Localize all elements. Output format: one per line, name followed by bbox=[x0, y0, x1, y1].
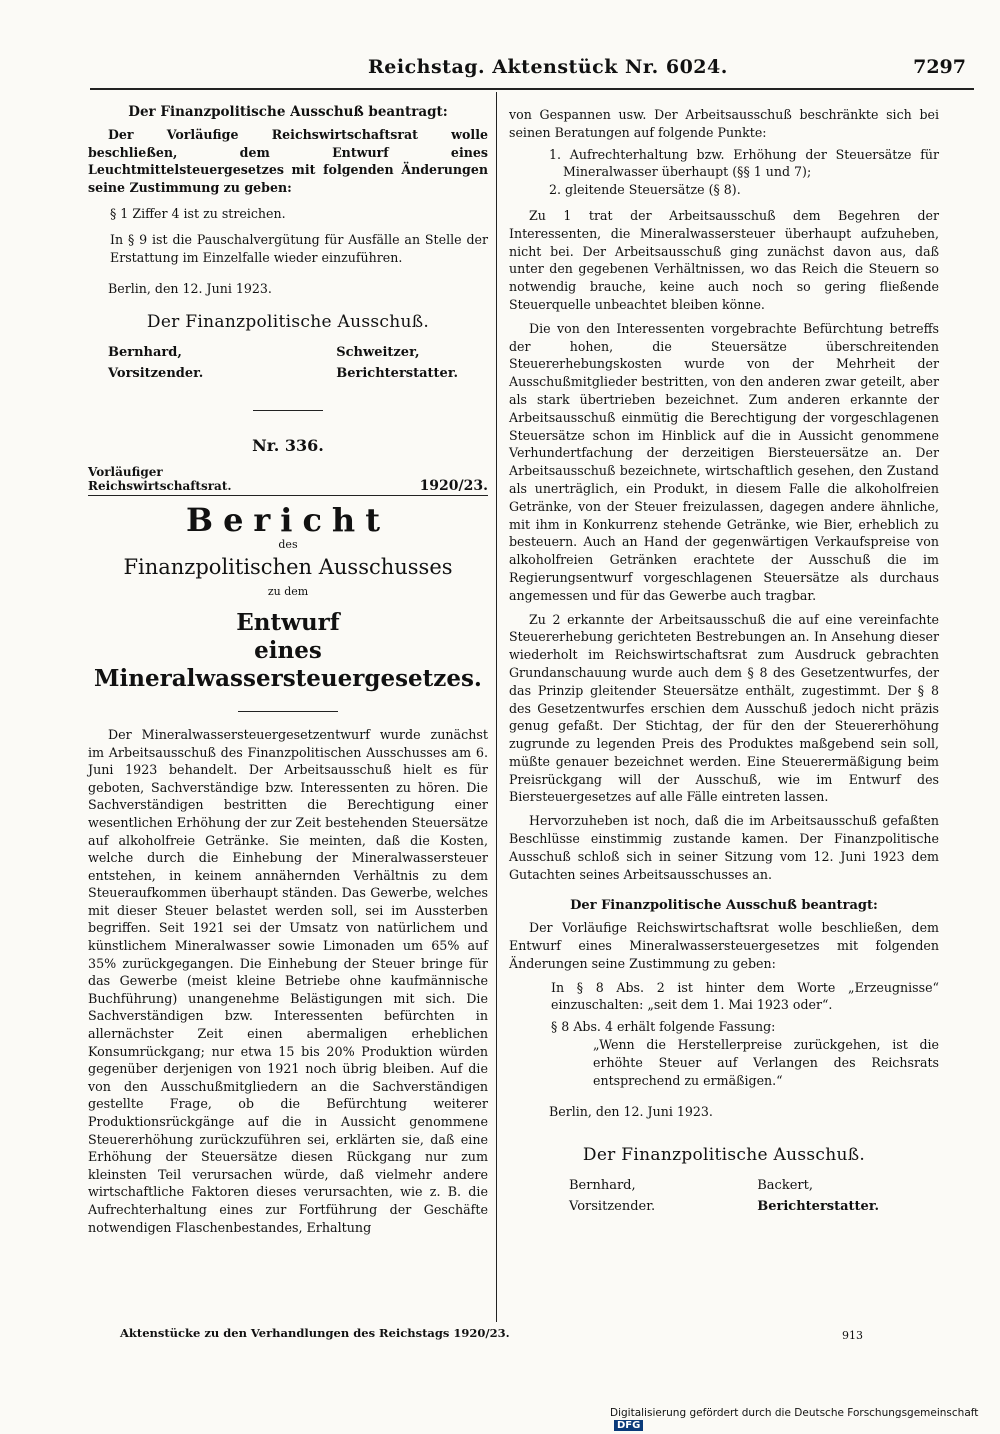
report-title: Bericht bbox=[186, 500, 390, 539]
motion-text: Der Vorläufige Reichswirtschaftsrat wolle beschließen, dem Entwurf eines Mineralwassersteuergesetzes mit folgenden Änderungen seine Zustimmung zu geben: bbox=[509, 920, 939, 971]
motion-item: § 1 Ziffer 4 ist zu streichen. bbox=[110, 205, 286, 221]
header-rule bbox=[90, 88, 974, 90]
page-footer: Aktenstücke zu den Verhandlungen des Reichstags 1920/23. bbox=[120, 1326, 510, 1340]
paragraph: von Gespannen usw. Der Arbeitsausschuß beschränkte sich bei seinen Beratungen auf folgende Punkte: bbox=[509, 107, 939, 140]
signer-role: Vorsitzender. bbox=[569, 1199, 656, 1215]
motion-item: In § 9 ist die Pauschalvergütung für Ausfälle an Stelle der Erstattung im Einzelfalle wieder einzuführen. bbox=[110, 231, 488, 265]
paragraph: Hervorzuheben ist noch, daß die im Arbeitsausschuß gefaßten Beschlüsse einstimmig zustande kamen. Der Finanzpolitische Ausschuß schloß sich in seiner Sitzung vom 12. Juni 1923 dem Gutachten seines Arbeitsausschusses an. bbox=[509, 813, 939, 882]
paragraph: Zu 1 trat der Arbeitsausschuß dem Begehren der Interessenten, die Mineralwassersteuer überhaupt aufzuheben, nicht bei. Der Arbeitsausschuß ging zunächst davon aus, daß unter den gegebenen Verhältnissen, wo das Reich die Steuern so notwendig brauche, keine auch noch so gering fließende Steuerquelle unbeachtet bleiben könne. bbox=[509, 207, 939, 312]
date-line: Berlin, den 12. Juni 1923. bbox=[108, 281, 272, 297]
column-divider bbox=[496, 92, 497, 1322]
committee-title: Finanzpolitischen Ausschusses bbox=[123, 555, 453, 580]
section-rule bbox=[253, 410, 323, 411]
right-column bbox=[509, 106, 939, 1217]
signer-role: Berichterstatter. bbox=[336, 365, 458, 381]
motion-item: In § 8 Abs. 2 ist hinter dem Worte „Erzeugnisse“ einzuschalten: „seit dem 1. Mai 1923 oder“. bbox=[551, 979, 939, 1013]
dfg-logo: DFG bbox=[614, 1420, 643, 1431]
meta-period: 1920/23. bbox=[419, 477, 488, 494]
motion-quote: „Wenn die Herstellerpreise zurückgehen, ist die erhöhte Steuer auf Verlangen des Reichsrats entsprechend zu ermäßigen.“ bbox=[593, 1037, 939, 1088]
list-item: 2. gleitende Steuersätze (§ 8). bbox=[549, 182, 741, 198]
bill-title: eines Mineralwassersteuergesetzes. bbox=[94, 636, 482, 692]
signer-name: Bernhard, bbox=[569, 1178, 636, 1194]
signer-name: Schweitzer, bbox=[336, 344, 420, 360]
document-number: Nr. 336. bbox=[252, 435, 324, 455]
signer-role: Vorsitzender. bbox=[108, 365, 204, 381]
document-meta bbox=[88, 465, 488, 496]
left-column bbox=[88, 104, 488, 1236]
report-body: Der Mineralwassersteuergesetzentwurf wurde zunächst im Arbeitsausschuß des Finanzpolitischen Ausschusses am 6. Juni 1923 behandelt. Der Arbeitsausschuß hielt es für geboten, Sachverständige bzw. Interessenten zu hören. Die Sachverständigen bestritten die Berechtigung einer wesentlichen Erhöhung der zur Zeit bestehenden Steuersätze auf alkoholfreie Getränke. Sie meinten, daß die Kosten, welche durch die Einhebung der Mineralwassersteuer entstehen, in keinem annähernden Verhältnis zu dem Steueraufkommen überhaupt ständen. Das Gewerbe, welches mit dieser Steuer belastet werden soll, sei im Aussterben begriffen. Seit 1921 sei der Umsatz von natürlichem und künstlichem Mineralwasser sowie Limonaden um 65% auf 35% zurückgegangen. Die Einhebung der Steuer bringe für das Gewerbe (meist kleine Betriebe ohne kaufmännische Buchführung) unangenehme Belästigungen mit sich. Die Sachverständigen bzw. Interessenten befürchten in allernächster Zeit einen abermaligen erheblichen Konsumrückgang; nur etwa 15 bis 20% Produktion würden gegenüber derjenigen von 1921 noch übrig bleiben. Auf die von den Ausschußmitgliedern an die Sachverständigen gestellte Frage, ob die Befürchtung weiterer Produktionsrückgänge auf die in Aussicht genommene Steuererhöhung zurückzuführen sei, erklärten sie, daß eine Erhöhung der Steuersätze diesen Rückgang nur zum kleinsten Teil verursachen würde, daß vielmehr andere wirtschaftliche Faktoren dieses verursachten, wie z. B. die Aufrechterhaltung eines zur Fortführung der Geschäfte notwendigen Flaschenbestandes, Erhaltung bbox=[88, 726, 488, 1235]
header-title: Reichstag. Aktenstück Nr. 6024. bbox=[368, 56, 728, 78]
section-rule bbox=[238, 711, 338, 712]
meta-issuer: Vorläufiger bbox=[88, 464, 163, 479]
running-header bbox=[0, 56, 1000, 86]
motion-item: § 8 Abs. 4 erhält folgende Fassung: bbox=[551, 1019, 776, 1035]
paragraph: Die von den Interessenten vorgebrachte Befürchtung betreffs der hohen, die Steuersätze überschreitenden Steuererhebungskosten wurde von der Mehrheit der Ausschußmitglieder bestritten, von den anderen zwar geteilt, aber als stark übertrieben bezeichnet. Zum anderen erkannte der Arbeitsausschuß einmütig die Berechtigung der vorgeschlagenen Steuersätze schon im Hinblick auf die in Aussicht genommene Verhundertfachung der derzeitigen Biersteuersätze an. Der Arbeitsausschuß bezeichnete, wirtschaftlich gesehen, den Zustand als unerträglich, ein Produkt, in diesem Falle die alkoholfreien Getränke, von der Steuer freizulassen, dagegen andere ähnliche, mit ihm in Konkurrenz stehende Getränke, wie Bier, erheblich zu besteuern. Auch an Hand der gegenwärtigen Verkaufspreise von alkoholfreien Getränken erachtete der Ausschuß die im Regierungsentwurf vorgeschlagenen Steuersätze als durchaus angemessen und für das Gewerbe auch tragbar. bbox=[509, 320, 939, 603]
signature-heading: Der Finanzpolitische Ausschuß. bbox=[146, 312, 430, 333]
date-line: Berlin, den 12. Juni 1923. bbox=[549, 1104, 713, 1120]
digitization-credit bbox=[610, 1407, 1000, 1431]
page-number: 7297 bbox=[913, 56, 966, 78]
motion-heading: Der Finanzpolitische Ausschuß beantragt: bbox=[570, 898, 878, 914]
meta-issuer: Reichswirtschaftsrat. bbox=[88, 478, 232, 493]
credit-text: Digitalisierung gefördert durch die Deutsche Forschungsgemeinschaft bbox=[610, 1407, 979, 1419]
title-connector: zu dem bbox=[267, 585, 309, 599]
list-item: 1. Aufrechterhaltung bzw. Erhöhung der Steuersätze für Mineralwasser überhaupt (§§ 1 und 7); bbox=[549, 146, 939, 180]
sheet-number: 913 bbox=[842, 1329, 863, 1342]
motion-text: Der Vorläufige Reichswirtschaftsrat wolle beschließen, dem Entwurf eines Leuchtmittelsteuergesetzes mit folgenden Änderungen seine Zustimmung zu geben: bbox=[88, 126, 488, 196]
signature-block bbox=[509, 1175, 939, 1217]
bill-title: Entwurf bbox=[236, 608, 340, 636]
signature-block bbox=[88, 342, 488, 384]
motion-heading: Der Finanzpolitische Ausschuß beantragt: bbox=[128, 104, 448, 120]
signer-name: Backert, bbox=[757, 1178, 813, 1194]
signer-role: Berichterstatter. bbox=[757, 1199, 879, 1215]
title-connector: des bbox=[278, 537, 298, 551]
signer-name: Bernhard, bbox=[108, 344, 182, 360]
signature-heading: Der Finanzpolitische Ausschuß. bbox=[582, 1145, 866, 1166]
paragraph: Zu 2 erkannte der Arbeitsausschuß die auf eine vereinfachte Steuererhebung gerichteten Bestrebungen an. In Ansehung dieser wiederholt im Reichswirtschaftsrat zum Ausdruck gebrachten Grundanschauung wurde auch dem § 8 des Gesetzentwurfes, der das Prinzip gleitender Steuersätze enthält, zugestimmt. Der § 8 des Gesetzentwurfes erschien dem Ausschuß jedoch nicht präzis genug gefaßt. Der Stichtag, der für den der Steuererhöhung zugrunde zu legenden Preis des Produktes maßgebend sein soll, müßte genauer bezeichnet werden. Eine Steuerermäßigung beim Preisrückgang will der Ausschuß, wie im Entwurf des Biersteuergesetzes auf alle Fälle eintreten lassen. bbox=[509, 611, 939, 805]
